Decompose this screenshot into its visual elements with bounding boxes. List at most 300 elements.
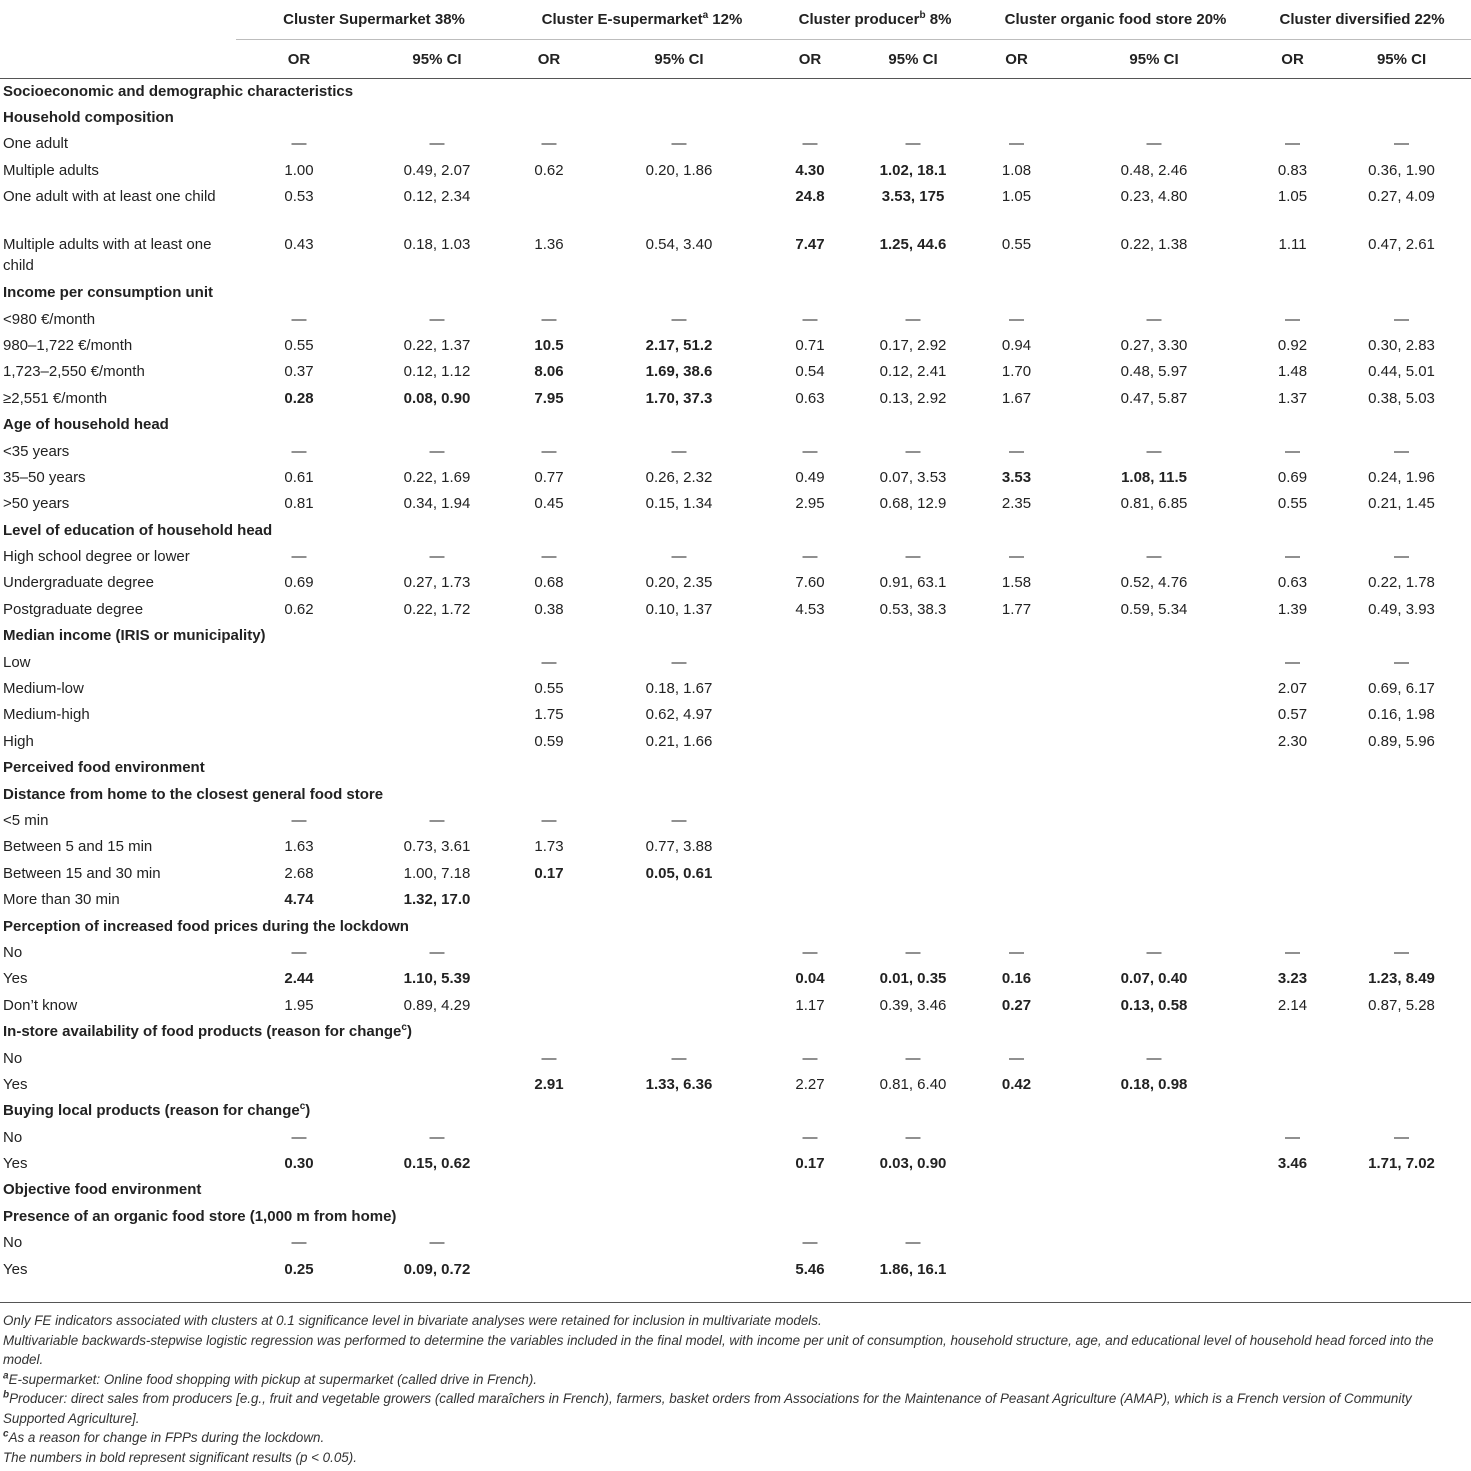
row-label: One adult with at least one child: [3, 188, 216, 206]
confidence-interval-cell: —: [1146, 1049, 1162, 1067]
row-label: No: [3, 1234, 23, 1252]
confidence-interval-cell: 0.21, 1.45: [1368, 495, 1435, 513]
odds-ratio-cell: —: [291, 1234, 307, 1252]
confidence-interval-cell: [362, 676, 512, 702]
row-label: Low: [3, 653, 31, 671]
confidence-interval-cell: 0.44, 5.01: [1368, 363, 1435, 381]
confidence-interval-cell: —: [1146, 548, 1162, 566]
confidence-interval-cell: —: [429, 548, 445, 566]
row-label: Yes: [3, 970, 28, 988]
section-heading-row: [0, 782, 1471, 808]
confidence-interval-cell: [586, 993, 772, 1019]
odds-ratio-cell: [978, 702, 1055, 728]
confidence-interval-cell: [1332, 808, 1471, 834]
odds-ratio-cell: 4.53: [795, 600, 825, 618]
confidence-interval-cell: 1.02, 18.1: [879, 161, 947, 179]
odds-ratio-cell: —: [1009, 943, 1025, 961]
table-row: [0, 729, 1471, 755]
confidence-interval-cell: 0.39, 3.46: [879, 996, 947, 1014]
confidence-interval-cell: 0.38, 5.03: [1368, 389, 1435, 407]
odds-ratio-cell: [236, 702, 362, 728]
odds-ratio-cell: 0.42: [1001, 1075, 1032, 1093]
section-heading-row: [0, 1177, 1471, 1203]
confidence-interval-cell: —: [671, 310, 687, 328]
odds-ratio-cell: 0.30: [284, 1155, 314, 1173]
odds-ratio-cell: 0.37: [284, 363, 314, 381]
row-label: Yes: [3, 1260, 28, 1278]
odds-ratio-cell: 0.94: [1001, 336, 1032, 354]
confidence-interval-cell: 0.30, 2.83: [1368, 336, 1435, 354]
confidence-interval-cell: 0.52, 4.76: [1120, 574, 1188, 592]
section-heading-row: [0, 623, 1471, 649]
confidence-interval-cell: 0.09, 0.72: [403, 1260, 471, 1278]
confidence-interval-cell: 0.53, 38.3: [879, 600, 947, 618]
odds-ratio-cell: 0.81: [284, 495, 314, 513]
odds-ratio-cell: 0.62: [284, 600, 314, 618]
odds-ratio-cell: [1253, 834, 1332, 860]
table-row: [0, 1257, 1471, 1283]
confidence-interval-cell: 1.71, 7.02: [1368, 1155, 1435, 1173]
confidence-interval-cell: [848, 834, 978, 860]
cluster-header-label: Cluster organic food store 20%: [1004, 11, 1227, 28]
odds-ratio-cell: 0.54: [795, 363, 825, 381]
confidence-interval-cell: 0.68, 12.9: [879, 495, 947, 513]
table-row: [0, 158, 1471, 184]
odds-ratio-cell: [978, 729, 1055, 755]
odds-ratio-cell: 2.30: [1277, 732, 1308, 750]
odds-ratio-cell: [978, 834, 1055, 860]
confidence-interval-cell: 0.15, 0.62: [403, 1155, 471, 1173]
odds-ratio-cell: 0.69: [284, 574, 314, 592]
odds-ratio-cell: [772, 808, 848, 834]
row-label: No: [3, 1049, 23, 1067]
section-heading: [0, 412, 1471, 438]
odds-ratio-cell: —: [1285, 943, 1301, 961]
confidence-interval-cell: 0.26, 2.32: [645, 468, 713, 486]
section-heading-row: [0, 105, 1471, 131]
odds-ratio-cell: [978, 887, 1055, 913]
odds-ratio-cell: 1.75: [534, 706, 564, 724]
odds-ratio-cell: 0.57: [1277, 706, 1308, 724]
table-body: [0, 79, 1471, 1284]
section-heading-text: Presence of an organic food store (1,000 m from home): [3, 1207, 397, 1225]
odds-ratio-cell: [512, 993, 586, 1019]
table-row: [0, 808, 1471, 834]
cluster-header: [1253, 0, 1471, 40]
odds-ratio-cell: 5.46: [795, 1260, 825, 1278]
odds-ratio-cell: —: [291, 442, 307, 460]
confidence-interval-cell: [586, 1151, 772, 1177]
odds-ratio-cell: —: [541, 811, 557, 829]
confidence-interval-cell: [1332, 887, 1471, 913]
footnote-marker: c: [299, 1101, 306, 1113]
confidence-interval-cell: —: [429, 811, 445, 829]
confidence-interval-cell: 1.23, 8.49: [1368, 970, 1435, 988]
table-row: [0, 333, 1471, 359]
cluster-header: [236, 0, 512, 40]
section-heading: [0, 280, 1471, 306]
confidence-interval-cell: 0.03, 0.90: [879, 1155, 947, 1173]
section-heading: [0, 623, 1471, 649]
odds-ratio-cell: 1.95: [284, 996, 314, 1014]
confidence-interval-cell: [848, 729, 978, 755]
confidence-interval-cell: —: [905, 548, 921, 566]
odds-ratio-cell: —: [802, 1128, 818, 1146]
confidence-interval-cell: 0.48, 2.46: [1120, 161, 1188, 179]
odds-ratio-cell: [236, 1072, 362, 1098]
confidence-interval-cell: [1055, 808, 1253, 834]
odds-ratio-cell: [1253, 1072, 1332, 1098]
confidence-interval-cell: —: [905, 310, 921, 328]
or-column-header: OR: [287, 50, 311, 68]
row-label: Undergraduate degree: [3, 574, 154, 592]
confidence-interval-cell: 0.24, 1.96: [1368, 468, 1435, 486]
confidence-interval-cell: 0.05, 0.61: [645, 864, 713, 882]
odds-ratio-cell: 1.17: [795, 996, 825, 1014]
confidence-interval-cell: —: [671, 442, 687, 460]
confidence-interval-cell: 0.27, 4.09: [1368, 188, 1435, 206]
odds-ratio-cell: 2.27: [795, 1075, 825, 1093]
confidence-interval-cell: [362, 729, 512, 755]
confidence-interval-cell: [848, 887, 978, 913]
table-row: [0, 1230, 1471, 1256]
odds-ratio-cell: —: [291, 548, 307, 566]
table-row: [0, 1046, 1471, 1072]
odds-ratio-cell: 1.11: [1278, 236, 1307, 254]
confidence-interval-cell: [1055, 676, 1253, 702]
table-row: [0, 940, 1471, 966]
odds-ratio-cell: 1.39: [1277, 600, 1308, 618]
odds-ratio-cell: 7.60: [795, 574, 825, 592]
odds-ratio-cell: [1253, 1257, 1332, 1283]
confidence-interval-cell: 0.16, 1.98: [1368, 706, 1435, 724]
confidence-interval-cell: 0.81, 6.85: [1120, 495, 1188, 513]
confidence-interval-cell: 1.69, 38.6: [645, 363, 713, 381]
confidence-interval-cell: [586, 1230, 772, 1256]
footnote: [3, 1428, 1468, 1448]
section-heading-text: Perception of increased food prices during the lockdown: [3, 917, 409, 935]
odds-ratio-cell: 0.71: [795, 336, 825, 354]
odds-ratio-cell: —: [291, 1128, 307, 1146]
confidence-interval-cell: [848, 861, 978, 887]
confidence-interval-cell: [586, 1125, 772, 1151]
cluster-header: [512, 0, 772, 40]
row-label: High: [3, 732, 34, 750]
odds-ratio-cell: —: [1285, 1128, 1301, 1146]
confidence-interval-cell: 1.08, 11.5: [1121, 468, 1187, 486]
section-heading-row: [0, 755, 1471, 781]
confidence-interval-cell: 0.81, 6.40: [879, 1075, 947, 1093]
confidence-interval-cell: 0.59, 5.34: [1120, 600, 1188, 618]
ci-column-header: 95% CI: [654, 50, 704, 68]
confidence-interval-cell: 0.12, 2.34: [403, 188, 471, 206]
section-heading-row: [0, 1098, 1471, 1124]
confidence-interval-cell: 0.27, 3.30: [1120, 336, 1188, 354]
confidence-interval-cell: [1055, 887, 1253, 913]
odds-ratio-cell: —: [802, 548, 818, 566]
odds-ratio-cell: —: [291, 310, 307, 328]
confidence-interval-cell: 0.01, 0.35: [879, 970, 947, 988]
cluster-header: [772, 0, 978, 40]
footnote: [3, 1389, 1468, 1428]
row-label: 980–1,722 €/month: [3, 336, 133, 354]
row-label: Between 15 and 30 min: [3, 864, 161, 882]
ci-column-header: 95% CI: [888, 50, 938, 68]
odds-ratio-cell: 1.73: [534, 838, 564, 856]
confidence-interval-cell: —: [1394, 548, 1410, 566]
confidence-interval-cell: 0.87, 5.28: [1368, 996, 1435, 1014]
or-column-header: OR: [1005, 50, 1028, 68]
odds-ratio-cell: [978, 676, 1055, 702]
confidence-interval-cell: 0.21, 1.66: [645, 732, 713, 750]
row-label: ≥2,551 €/month: [3, 389, 108, 407]
section-heading: [0, 105, 1471, 131]
table-row: [0, 597, 1471, 623]
confidence-interval-cell: 0.27, 1.73: [403, 574, 471, 592]
odds-ratio-cell: 0.83: [1277, 161, 1308, 179]
odds-ratio-cell: —: [541, 653, 557, 671]
confidence-interval-cell: —: [905, 1128, 921, 1146]
confidence-interval-cell: —: [1146, 442, 1162, 460]
table-row: [0, 1072, 1471, 1098]
footnote-text: The numbers in bold represent significant results (p < 0.05).: [3, 1449, 357, 1465]
footnote-marker: c: [3, 1428, 9, 1440]
confidence-interval-cell: 0.36, 1.90: [1368, 161, 1435, 179]
footnote-text: Multivariable backwards-stepwise logistic regression was performed to determine the variables included in the final model, with income per unit of consumption, household structure, age, and educational level of household head forced into the model.: [3, 1332, 1434, 1367]
section-heading-row: [0, 280, 1471, 306]
confidence-interval-cell: [1332, 1257, 1471, 1283]
confidence-interval-cell: —: [429, 310, 445, 328]
odds-ratio-cell: [772, 650, 848, 676]
table-row: [0, 861, 1471, 887]
odds-ratio-cell: 1.36: [534, 236, 564, 254]
odds-ratio-cell: 2.95: [795, 495, 825, 513]
cluster-header-label: Cluster Supermarket 38%: [283, 11, 465, 28]
footnote: [3, 1331, 1468, 1370]
odds-ratio-cell: [512, 966, 586, 992]
odds-ratio-cell: 0.77: [534, 468, 564, 486]
section-heading-suffix: ): [305, 1102, 311, 1120]
odds-ratio-cell: —: [1285, 653, 1301, 671]
confidence-interval-cell: 0.22, 1.72: [403, 600, 471, 618]
odds-ratio-cell: 24.8: [795, 188, 825, 206]
odds-ratio-cell: 1.37: [1277, 389, 1308, 407]
confidence-interval-cell: —: [1394, 135, 1410, 153]
footnote-marker: a: [702, 10, 709, 21]
row-label: No: [3, 943, 23, 961]
confidence-interval-cell: [848, 650, 978, 676]
confidence-interval-cell: 0.22, 1.38: [1120, 236, 1188, 254]
odds-ratio-cell: [512, 1125, 586, 1151]
odds-ratio-cell: 2.07: [1277, 680, 1308, 698]
odds-ratio-cell: —: [541, 135, 557, 153]
confidence-interval-cell: 2.17, 51.2: [645, 336, 713, 354]
section-heading: [0, 1098, 1471, 1124]
confidence-interval-cell: 0.18, 1.03: [403, 236, 471, 254]
or-column-header: OR: [1281, 50, 1304, 68]
confidence-interval-cell: 0.18, 0.98: [1120, 1075, 1188, 1093]
confidence-interval-cell: 1.00, 7.18: [403, 864, 471, 882]
odds-ratio-cell: [512, 184, 586, 232]
odds-ratio-cell: 0.25: [284, 1260, 314, 1278]
confidence-interval-cell: —: [1146, 943, 1162, 961]
section-heading-text: Median income (IRIS or municipality): [3, 627, 266, 645]
odds-ratio-cell: 0.61: [284, 468, 314, 486]
table-row: [0, 570, 1471, 596]
table-row: [0, 307, 1471, 333]
table-row: [0, 834, 1471, 860]
odds-ratio-cell: —: [541, 310, 557, 328]
odds-ratio-cell: 2.44: [284, 970, 314, 988]
odds-ratio-cell: [236, 729, 362, 755]
section-heading: [0, 518, 1471, 544]
odds-ratio-cell: 1.48: [1277, 363, 1308, 381]
footnote-text: Producer: direct sales from producers [e.g., fruit and vegetable growers (called maraîchers in French), farmers, basket orders from Associations for the Maintenance of Peasant Agriculture (AMAP), which is a French version of Community Supported Agriculture].: [3, 1391, 1412, 1426]
odds-ratio-cell: 4.74: [284, 891, 314, 909]
confidence-interval-cell: [1332, 861, 1471, 887]
row-label: Yes: [3, 1075, 28, 1093]
odds-ratio-cell: [512, 1230, 586, 1256]
section-heading-text: Distance from home to the closest general food store: [3, 785, 384, 803]
confidence-interval-cell: [586, 887, 772, 913]
table-header: [0, 0, 1471, 79]
ci-column-header: 95% CI: [412, 50, 462, 68]
section-heading-row: [0, 1019, 1471, 1045]
odds-ratio-cell: —: [291, 943, 307, 961]
section-heading-text: Age of household head: [3, 416, 169, 434]
odds-ratio-cell: [978, 1257, 1055, 1283]
confidence-interval-cell: [362, 1072, 512, 1098]
odds-ratio-cell: [978, 650, 1055, 676]
footnote-text: E-supermarket: Online food shopping with pickup at supermarket (called drive in French).: [8, 1371, 537, 1387]
confidence-interval-cell: [1055, 861, 1253, 887]
confidence-interval-cell: —: [905, 135, 921, 153]
confidence-interval-cell: [848, 676, 978, 702]
row-label: <35 years: [3, 442, 70, 460]
odds-ratio-cell: 0.55: [1001, 236, 1032, 254]
confidence-interval-cell: 1.25, 44.6: [879, 236, 947, 254]
odds-ratio-cell: 0.55: [284, 336, 314, 354]
odds-ratio-cell: 1.05: [1277, 188, 1308, 206]
footnote-marker: b: [3, 1389, 10, 1401]
confidence-interval-cell: 0.89, 5.96: [1368, 732, 1435, 750]
table-row: [0, 491, 1471, 517]
table-footnotes: [0, 1302, 1471, 1467]
cluster-header-label: Cluster diversified 22%: [1279, 11, 1445, 28]
confidence-interval-cell: 0.73, 3.61: [403, 838, 471, 856]
row-label: Between 5 and 15 min: [3, 838, 153, 856]
table-row: [0, 386, 1471, 412]
odds-ratio-cell: 0.17: [534, 864, 564, 882]
row-label: Medium-high: [3, 706, 90, 724]
section-heading-text: In-store availability of food products (reason for change: [3, 1023, 402, 1041]
odds-ratio-cell: 1.70: [1001, 363, 1032, 381]
confidence-interval-cell: 0.77, 3.88: [645, 838, 713, 856]
confidence-interval-cell: 0.13, 2.92: [879, 389, 947, 407]
confidence-interval-cell: [848, 702, 978, 728]
section-heading: [0, 1177, 1471, 1203]
odds-ratio-cell: 1.58: [1001, 574, 1032, 592]
odds-ratio-cell: [978, 1125, 1055, 1151]
section-heading: [0, 755, 1471, 781]
section-heading-text: Objective food environment: [3, 1181, 202, 1199]
cluster-header-label: Cluster E-supermarket: [541, 11, 703, 28]
odds-ratio-cell: 1.08: [1001, 161, 1032, 179]
confidence-interval-cell: 0.12, 1.12: [403, 363, 471, 381]
odds-ratio-cell: —: [291, 811, 307, 829]
or-column-header: OR: [537, 50, 561, 68]
odds-ratio-cell: 0.43: [284, 236, 314, 254]
confidence-interval-cell: 1.86, 16.1: [879, 1260, 947, 1278]
odds-ratio-cell: 1.05: [1001, 188, 1032, 206]
confidence-interval-cell: [848, 808, 978, 834]
odds-ratio-cell: [772, 702, 848, 728]
odds-ratio-cell: [978, 1151, 1055, 1177]
odds-ratio-cell: [772, 887, 848, 913]
table-row: [0, 650, 1471, 676]
odds-ratio-cell: 7.47: [795, 236, 825, 254]
odds-ratio-cell: [978, 1230, 1055, 1256]
odds-ratio-cell: 0.28: [284, 389, 314, 407]
odds-ratio-cell: [1253, 861, 1332, 887]
confidence-interval-cell: 3.53, 175: [881, 188, 945, 206]
row-label: >50 years: [3, 495, 70, 513]
odds-ratio-cell: [772, 834, 848, 860]
confidence-interval-cell: [1332, 1230, 1471, 1256]
odds-ratio-cell: 0.59: [534, 732, 564, 750]
odds-ratio-cell: 0.53: [284, 188, 314, 206]
odds-ratio-cell: —: [1285, 442, 1301, 460]
confidence-interval-cell: 0.17, 2.92: [879, 336, 947, 354]
odds-ratio-cell: 10.5: [534, 336, 564, 354]
confidence-interval-cell: —: [1394, 442, 1410, 460]
odds-ratio-cell: 0.27: [1001, 996, 1032, 1014]
odds-ratio-cell: [1253, 808, 1332, 834]
confidence-interval-cell: [586, 184, 772, 232]
confidence-interval-cell: 0.34, 1.94: [403, 495, 471, 513]
confidence-interval-cell: [1055, 1151, 1253, 1177]
odds-ratio-cell: [978, 861, 1055, 887]
section-heading: [0, 782, 1471, 808]
confidence-interval-cell: 0.07, 0.40: [1120, 970, 1188, 988]
or-column-header: OR: [798, 50, 822, 68]
confidence-interval-cell: —: [1394, 653, 1410, 671]
section-heading-text: Level of education of household head: [3, 521, 273, 539]
confidence-interval-cell: —: [671, 811, 687, 829]
table-row: [0, 1125, 1471, 1151]
odds-ratio-cell: —: [1285, 548, 1301, 566]
odds-ratio-cell: 0.69: [1277, 468, 1308, 486]
odds-ratio-cell: 2.14: [1277, 996, 1308, 1014]
confidence-interval-cell: 0.08, 0.90: [403, 389, 471, 407]
odds-ratio-cell: —: [802, 1049, 818, 1067]
confidence-interval-cell: 0.69, 6.17: [1368, 680, 1435, 698]
odds-ratio-cell: 2.68: [284, 864, 314, 882]
odds-ratio-cell: —: [1009, 548, 1025, 566]
odds-ratio-cell: 1.00: [284, 161, 314, 179]
confidence-interval-cell: [362, 1046, 512, 1072]
confidence-interval-cell: 0.49, 2.07: [403, 161, 471, 179]
confidence-interval-cell: 0.15, 1.34: [645, 495, 713, 513]
odds-ratio-cell: 0.55: [1277, 495, 1308, 513]
confidence-interval-cell: —: [429, 1234, 445, 1252]
row-label: Multiple adults with at least one child: [3, 236, 212, 275]
confidence-interval-cell: 0.12, 2.41: [879, 363, 947, 381]
odds-ratio-cell: 2.91: [534, 1075, 564, 1093]
confidence-interval-cell: 1.70, 37.3: [645, 389, 713, 407]
cluster-header: [978, 0, 1253, 40]
confidence-interval-cell: —: [671, 548, 687, 566]
